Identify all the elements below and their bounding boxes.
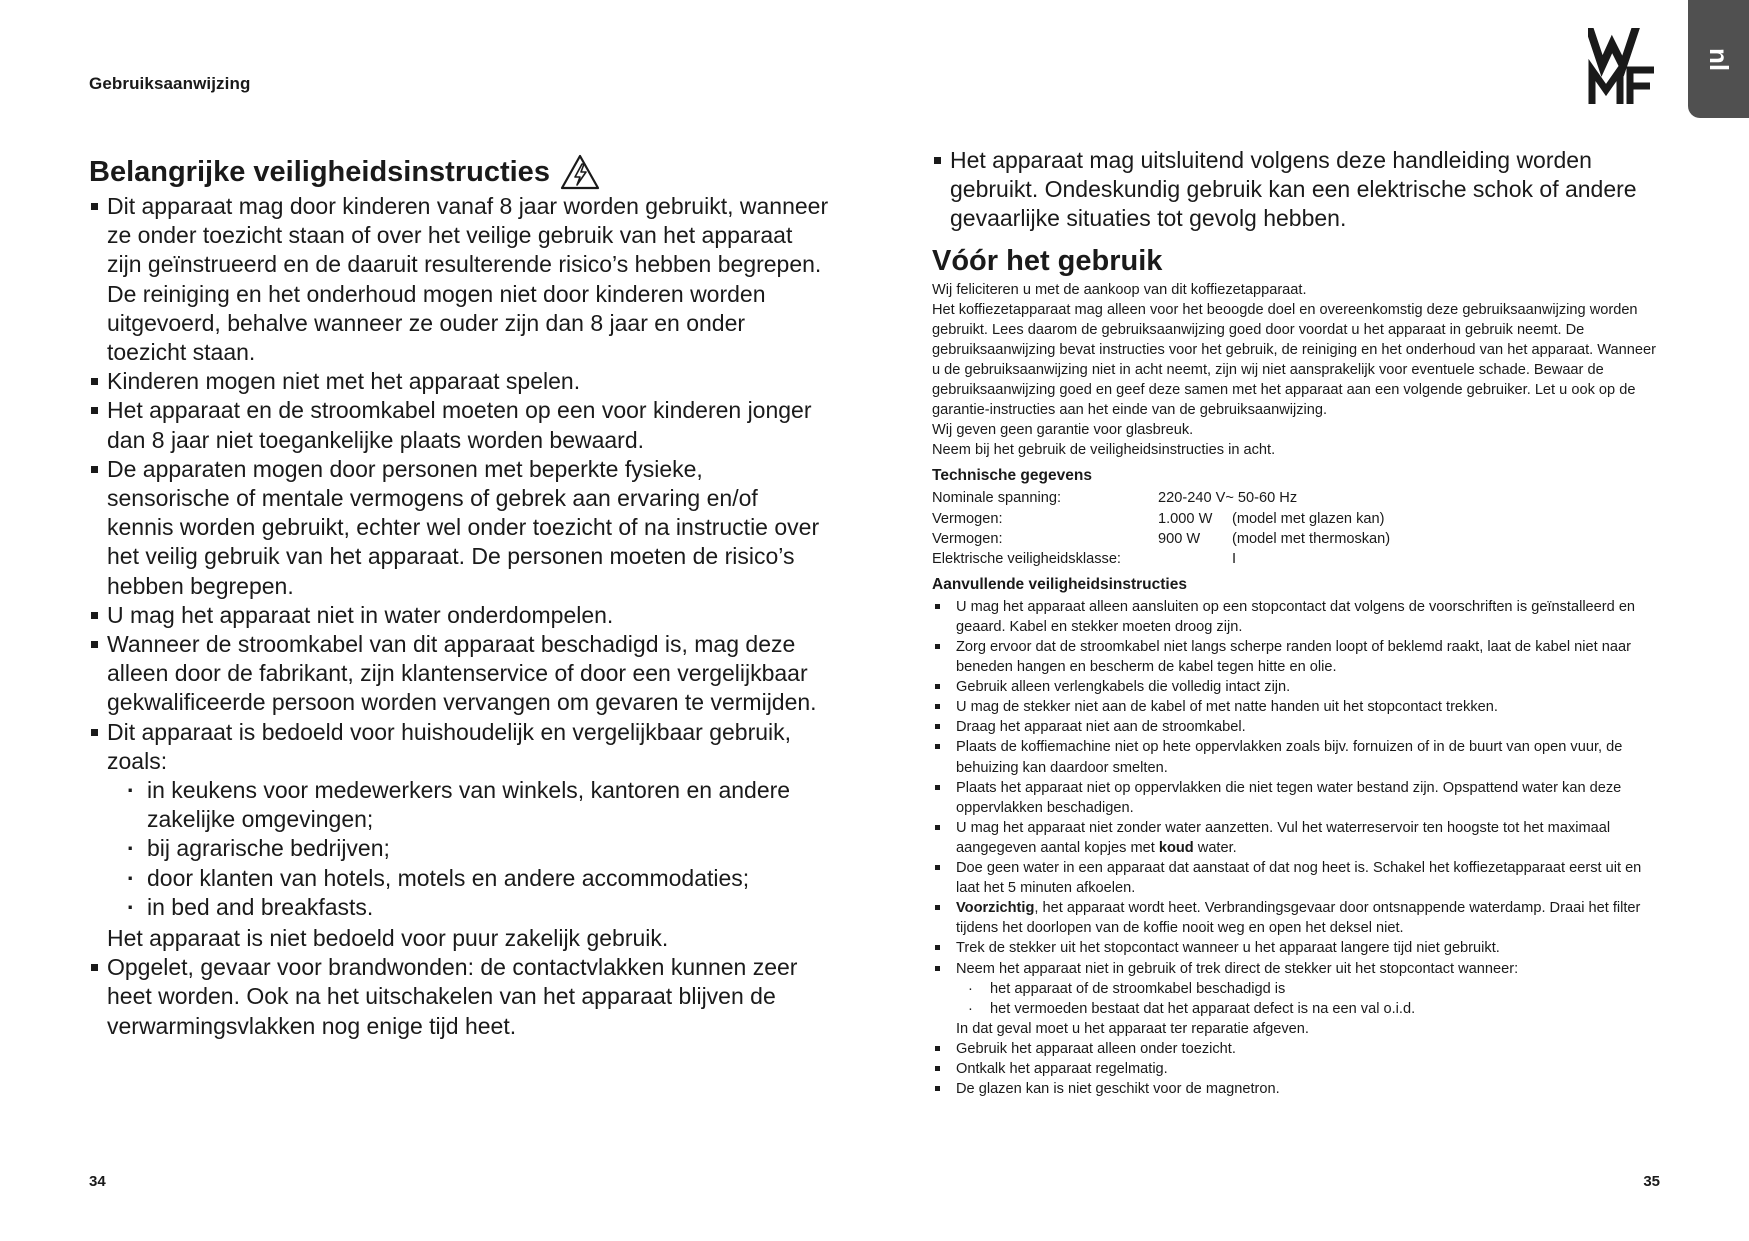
item-text: water.	[1193, 839, 1237, 856]
sub-list-item: · het vermoeden bestaat dat het apparaat defect is na een val o.i.d.	[968, 999, 1662, 1019]
safety-item	[89, 718, 829, 954]
item-emphasis: koud	[1158, 839, 1194, 856]
safety-item-text: Het apparaat en de stroomkabel moeten op een voor kinderen jonger dan 8 jaar niet toegankelijke plaats worden bewaard.	[107, 397, 812, 453]
extra-safety-item: Plaats het apparaat niet op oppervlakken die niet tegen water bestand zijn. Opspattend water kan deze oppervlakken beschadigen.	[932, 778, 1662, 818]
spec-note: I	[1232, 550, 1237, 567]
safety-item	[89, 601, 829, 630]
item-text: U mag het apparaat niet zonder water aanzetten. Vul het waterreservoir ten hoogste tot het maximaal aangegeven aantal kopjes met	[956, 819, 1611, 856]
safety-item	[89, 396, 829, 454]
extra-safety-item	[932, 898, 1662, 938]
item-text: Neem het apparaat niet in gebruik of trek direct de stekker uit het stopcontact wanneer:	[956, 960, 1519, 977]
safety-item-text: De apparaten mogen door personen met beperkte fysieke, sensorische of mentale vermogens of gebrek aan ervaring en/of kennis worden gebruikt, echter wel onder toezicht of na instructie over het veilig gebruik van het apparaat. De personen moeten de risico’s hebben begrepen.	[107, 455, 820, 599]
language-code: nl	[1703, 47, 1734, 71]
intro-paragraph: Wij geven geen garantie voor glasbreuk.	[932, 422, 1194, 439]
extra-safety-heading: Aanvullende veiligheidsinstructies	[932, 575, 1187, 593]
running-head: Gebruiksaanwijzing	[89, 74, 251, 93]
safety-item	[89, 455, 829, 601]
section-title	[89, 154, 829, 190]
spec-label: Nominale spanning:	[932, 490, 1061, 507]
spec-row	[932, 529, 1390, 549]
safety-item	[89, 953, 829, 1041]
electric-hazard-warning-icon	[560, 154, 600, 190]
spec-note: (model met thermoskan)	[1232, 530, 1391, 547]
spec-row	[932, 488, 1390, 508]
extra-safety-item: De glazen kan is niet geschikt voor de magnetron.	[932, 1079, 1662, 1099]
safety-item-text: Het apparaat is niet bedoeld voor puur zakelijk gebruik.	[107, 925, 669, 952]
extra-safety-item: Zorg ervoor dat de stroomkabel niet langs scherpe randen loopt of beklemd raakt, laat de kabel niet naar beneden hangen en bescherm de kabel tegen hitte en olie.	[932, 637, 1662, 677]
safety-item-text: Het apparaat mag uitsluitend volgens deze handleiding worden gebruikt. Ondeskundig gebruik kan een elektrische schok of andere gevaarlijke situaties tot gevolg hebben.	[950, 147, 1637, 232]
item-emphasis: Voorzichtig	[956, 900, 1035, 917]
safety-item-text: Dit apparaat is bedoeld voor huishoudelijk en vergelijkbaar gebruik, zoals:	[107, 718, 792, 774]
sub-list-item: · in keukens voor medewerkers van winkels, kantoren en andere zakelijke omgevingen;	[127, 776, 829, 834]
safety-item-text: Kinderen mogen niet met het apparaat spelen.	[107, 368, 581, 395]
safety-item-text: Dit apparaat mag door kinderen vanaf 8 jaar worden gebruikt, wanneer ze onder toezicht staan of over het veilige gebruik van het apparaat zijn geïnstrueerd en de daaruit resulterende risico’s hebben begrepen.	[107, 193, 829, 278]
tech-heading: Technische gegevens	[932, 467, 1092, 485]
spec-value: 220-240 V~ 50-60 Hz	[1158, 490, 1298, 507]
sub-list-item: · bij agrarische bedrijven;	[127, 834, 829, 863]
extra-safety-item	[932, 959, 1662, 1039]
sub-list-item: · in bed and breakfasts.	[127, 893, 829, 922]
language-tab	[1688, 0, 1749, 118]
top-safety-list	[932, 146, 1662, 234]
right-column	[932, 144, 1662, 1099]
extra-safety-item: Gebruik het apparaat alleen onder toezicht.	[932, 1039, 1662, 1059]
safety-item-text: U mag het apparaat niet in water onderdompelen.	[107, 601, 614, 628]
item-text: In dat geval moet u het apparaat ter reparatie afgeven.	[956, 1020, 1309, 1037]
intro-text	[932, 280, 1662, 461]
extra-safety-item: Trek de stekker uit het stopcontact wanneer u het apparaat langere tijd niet gebruikt.	[932, 938, 1662, 958]
item-text: , het apparaat wordt heet. Verbrandingsgevaar door ontsnappende waterdamp. Draai het filter tijdens het doorlopen van de koffie nooit weg en open het deksel niet.	[956, 900, 1641, 937]
extra-safety-item: Doe geen water in een apparaat dat aanstaat of dat nog heet is. Schakel het koffiezetapparaat eerst uit en laat het 5 minuten afkoelen.	[932, 858, 1662, 898]
intro-paragraph: Neem bij het gebruik de veiligheidsinstructies in acht.	[932, 442, 1276, 459]
extra-safety-item: Draag het apparaat niet aan de stroomkabel.	[932, 717, 1662, 737]
safety-item	[89, 367, 829, 396]
safety-item	[932, 146, 1662, 234]
page-number: 34	[89, 1173, 106, 1190]
section-title-text: Belangrijke veiligheidsinstructies	[89, 156, 550, 188]
intro-paragraph: Het koffiezetapparaat mag alleen voor het beoogde doel en overeenkomstig deze gebruiksaanwijzing worden gebruikt. Lees daarom de gebruiksaanwijzing goed door voordat u het apparaat in gebruik neemt. De gebruiksaanwijzing bevat instructies voor het gebruik, de reiniging en het onderhoud van het apparaat. Wanneer u de gebruiksaanwijzing niet in acht neemt, zijn wij niet aansprakelijk voor eventuele schade. Bewaar de gebruiksaanwijzing goed en geef deze samen met het apparaat aan een volgende gebruiker. Let u ook op de garantie-instructies aan het einde van de gebruiksaanwijzing.	[932, 301, 1656, 419]
sub-list-item: · door klanten van hotels, motels en andere accommodaties;	[127, 864, 829, 893]
spec-row	[932, 549, 1390, 569]
spec-label: Vermogen:	[932, 510, 1003, 527]
left-page	[0, 0, 874, 1241]
spec-label: Elektrische veiligheidsklasse:	[932, 550, 1121, 567]
spec-row	[932, 509, 1390, 529]
left-column	[89, 154, 829, 1041]
safety-item-text: Opgelet, gevaar voor brandwonden: de contactvlakken kunnen zeer heet worden. Ook na het uitschakelen van het apparaat blijven de verwarmingsvlakken nog enige tijd heet.	[107, 954, 798, 1039]
extra-safety-item	[932, 818, 1662, 858]
extra-safety-item: Plaats de koffiemachine niet op hete oppervlakken zoals bijv. fornuizen of in de buurt van open vuur, de behuizing kan daardoor smelten.	[932, 737, 1662, 777]
safety-item-text: Wanneer de stroomkabel van dit apparaat beschadigd is, mag deze alleen door de fabrikant, zijn klantenservice of door een vergelijkbaar gekwalificeerde persoon worden vervangen om gevaren te vermijden.	[107, 631, 817, 716]
condition-sub-list	[956, 979, 1662, 1019]
spec-label: Vermogen:	[932, 530, 1003, 547]
extra-safety-item: Gebruik alleen verlengkabels die volledig intact zijn.	[932, 677, 1662, 697]
spec-value: 900 W	[1158, 530, 1201, 547]
spec-value	[1158, 549, 1232, 569]
extra-safety-item: U mag het apparaat alleen aansluiten op een stopcontact dat volgens de voorschriften is geïnstalleerd en geaard. Kabel en stekker moeten droog zijn.	[932, 597, 1662, 637]
before-use-heading: Vóór het gebruik	[932, 244, 1163, 277]
usage-sub-list	[107, 776, 829, 924]
spec-value: 1.000 W	[1158, 510, 1213, 527]
tech-specs-table	[932, 488, 1390, 568]
sub-list-item: · het apparaat of de stroomkabel beschadigd is	[968, 979, 1662, 999]
page-number: 35	[1643, 1173, 1660, 1190]
safety-item	[89, 630, 829, 718]
safety-list	[89, 192, 829, 1041]
extra-safety-item: Ontkalk het apparaat regelmatig.	[932, 1059, 1662, 1079]
safety-item	[89, 192, 829, 367]
extra-safety-list	[932, 597, 1662, 1099]
intro-paragraph: Wij feliciteren u met de aankoop van dit koffiezetapparaat.	[932, 281, 1307, 298]
spec-note: (model met glazen kan)	[1232, 510, 1385, 527]
safety-item-text: De reiniging en het onderhoud mogen niet door kinderen worden uitgevoerd, behalve wanneer ze ouder zijn dan 8 jaar en onder toezicht staan.	[107, 280, 766, 366]
extra-safety-item: U mag de stekker niet aan de kabel of met natte handen uit het stopcontact trekken.	[932, 697, 1662, 717]
wmf-logo	[1588, 28, 1658, 106]
